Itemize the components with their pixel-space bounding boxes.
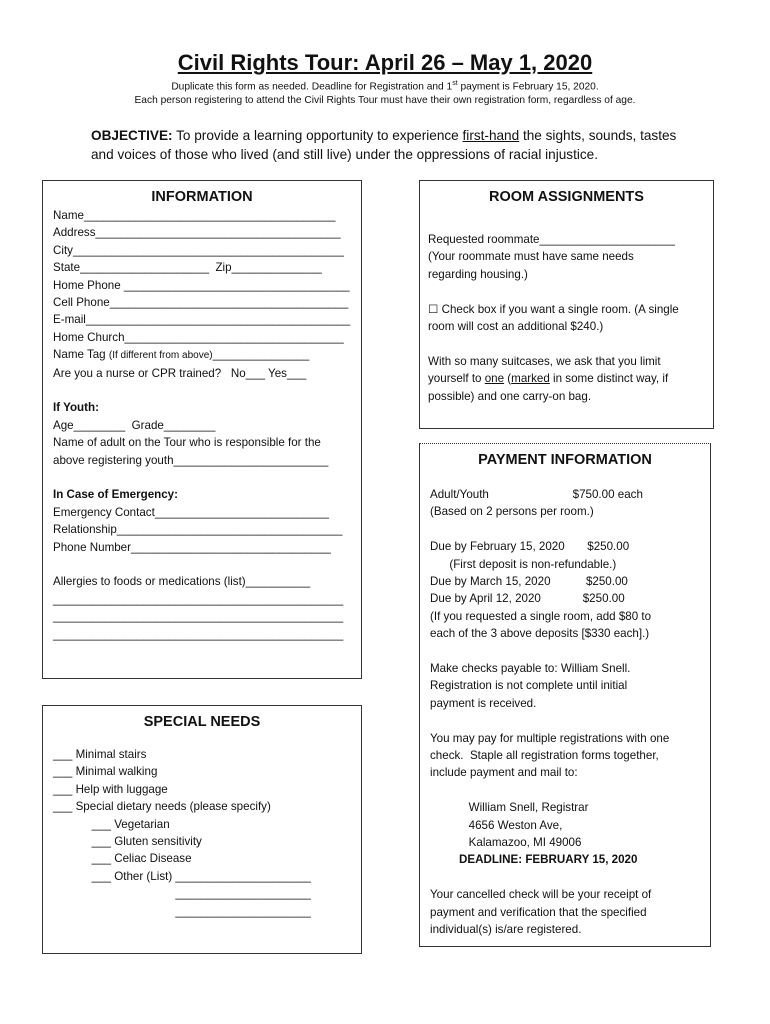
- roommate-note: regarding housing.): [428, 267, 528, 281]
- note: (If different from above): [108, 350, 213, 362]
- special-needs-heading: SPECIAL NEEDS: [143, 714, 261, 730]
- emergency-field[interactable]: Phone Number_______________________________: [53, 540, 331, 554]
- mailing-address: William Snell, Registrar: [430, 801, 589, 815]
- info-field[interactable]: State____________________ Zip______________: [53, 261, 322, 275]
- mailing-address: 4656 Weston Ave,: [430, 818, 563, 832]
- suitcase-note: possible) and one carry-on bag.: [428, 389, 592, 403]
- room-assignments-box: [419, 180, 714, 429]
- objective: [91, 126, 691, 164]
- subtitle-text: payment is February 15, 2020.: [457, 81, 599, 93]
- payment-text: Make checks payable to: William Snell.: [430, 662, 631, 676]
- payment-text: You may pay for multiple registrations with one: [430, 731, 670, 745]
- deadline: DEADLINE: FEBRUARY 15, 2020: [430, 853, 638, 867]
- suitcase-note: [428, 370, 705, 387]
- nurse-field[interactable]: Are you a nurse or CPR trained? No___ Yes___: [53, 366, 307, 380]
- info-field[interactable]: Name_______________________________________: [53, 209, 336, 222]
- payment-schedule: Due by March 15, 2020 $250.00: [430, 575, 628, 589]
- payment-box: [419, 443, 711, 947]
- t: (: [504, 372, 512, 386]
- special-need-option[interactable]: ___ Gluten sensitivity: [53, 835, 202, 849]
- payment-text: Adult/Youth $750.00 each: [430, 488, 643, 501]
- payment-schedule: each of the 3 above deposits [$330 each].): [430, 627, 650, 641]
- info-field[interactable]: E-mail_________________________________________: [53, 313, 351, 327]
- emergency-heading: In Case of Emergency:: [53, 488, 178, 502]
- name-tag-field[interactable]: [53, 346, 351, 364]
- subtitle-deadline: [0, 80, 770, 92]
- allergy-field[interactable]: Allergies to foods or medications (list)__________: [53, 575, 311, 589]
- payment-text: check. Staple all registration forms together,: [430, 749, 659, 763]
- t: yourself to: [428, 372, 485, 386]
- payment-schedule: Due by February 15, 2020 $250.00: [430, 540, 630, 554]
- mailing-address: Kalamazoo, MI 49006: [430, 836, 582, 850]
- youth-field[interactable]: Age________ Grade________: [53, 418, 216, 432]
- special-need-option[interactable]: ___ Vegetarian: [53, 817, 170, 831]
- blank: _______________: [212, 348, 310, 362]
- info-field[interactable]: Address______________________________________: [53, 226, 341, 240]
- objective-text: To provide a learning opportunity to experience: [172, 128, 463, 143]
- emergency-field[interactable]: Relationship___________________________________: [53, 523, 343, 537]
- roommate-field[interactable]: Requested roommate_____________________: [428, 233, 675, 246]
- payment-heading: PAYMENT INFORMATION: [478, 452, 652, 468]
- single-room-note: room will cost an additional $240.): [428, 320, 604, 334]
- special-need-option[interactable]: ___ Special dietary needs (please specify): [53, 800, 271, 814]
- allergy-field[interactable]: _____________________________________________: [53, 627, 344, 641]
- special-need-option[interactable]: ___ Celiac Disease: [53, 852, 192, 866]
- emergency-field[interactable]: Emergency Contact___________________________: [53, 505, 329, 519]
- special-need-option[interactable]: ___ Minimal stairs: [53, 748, 147, 761]
- allergy-field[interactable]: _____________________________________________: [53, 592, 344, 606]
- payment-text: individual(s) is/are registered.: [430, 923, 582, 937]
- subtitle-sup: st: [452, 80, 458, 87]
- allergy-field[interactable]: _____________________________________________: [53, 610, 344, 624]
- special-need-option[interactable]: _____________________: [53, 887, 311, 901]
- youth-field[interactable]: above registering youth________________________: [53, 453, 329, 467]
- special-need-option[interactable]: ___ Minimal walking: [53, 765, 158, 779]
- payment-text: Registration is not complete until initial: [430, 679, 628, 693]
- payment-text: (Based on 2 persons per room.): [430, 505, 594, 519]
- payment-text: Your cancelled check will be your receipt of: [430, 888, 652, 902]
- youth-field[interactable]: Name of adult on the Tour who is responsible for the: [53, 436, 321, 450]
- objective-underlined: first-hand: [462, 128, 520, 143]
- page-title: Civil Rights Tour: April 26 – May 1, 2020: [177, 50, 593, 75]
- t: one: [484, 372, 505, 386]
- info-field[interactable]: Home Church__________________________________: [53, 330, 344, 344]
- suitcase-note: With so many suitcases, we ask that you limit: [428, 354, 661, 368]
- t: marked: [511, 372, 550, 386]
- subtitle-individual: Each person registering to attend the Civil Rights Tour must have their own registration form, regardless of age.: [134, 95, 636, 106]
- roommate-note: (Your roommate must have same needs: [428, 250, 634, 264]
- payment-schedule: (If you requested a single room, add $80 to: [430, 609, 652, 623]
- information-box: [42, 180, 362, 679]
- payment-text: payment is received.: [430, 696, 537, 710]
- information-heading: INFORMATION: [151, 189, 253, 205]
- objective-text: the sights, sounds, tastes and voices of those who lived (and still live) under the oppressions of racial injustice.: [91, 128, 677, 162]
- objective-label: OBJECTIVE:: [91, 128, 173, 143]
- label: Name Tag: [53, 348, 109, 362]
- special-need-option[interactable]: _____________________: [53, 904, 311, 918]
- info-field[interactable]: City__________________________________________: [53, 243, 344, 257]
- special-need-option[interactable]: ___ Other (List) _____________________: [53, 869, 311, 883]
- payment-text: include payment and mail to:: [430, 766, 578, 780]
- t: in some distinct way, if: [549, 372, 669, 386]
- payment-schedule: (First deposit is non-refundable.): [430, 557, 617, 571]
- subtitle-text: Duplicate this form as needed. Deadline for Registration and 1: [171, 81, 453, 93]
- info-field[interactable]: Home Phone ___________________________________: [53, 278, 350, 292]
- youth-heading: If Youth:: [53, 401, 99, 415]
- payment-text: payment and verification that the specified: [430, 905, 647, 919]
- info-field[interactable]: Cell Phone_____________________________________: [53, 296, 349, 310]
- payment-schedule: Due by April 12, 2020 $250.00: [430, 592, 625, 606]
- special-needs-box: [42, 705, 362, 954]
- single-room-checkbox[interactable]: ☐ Check box if you want a single room. (A single: [428, 302, 679, 316]
- room-heading: ROOM ASSIGNMENTS: [489, 189, 644, 205]
- special-need-option[interactable]: ___ Help with luggage: [53, 782, 168, 796]
